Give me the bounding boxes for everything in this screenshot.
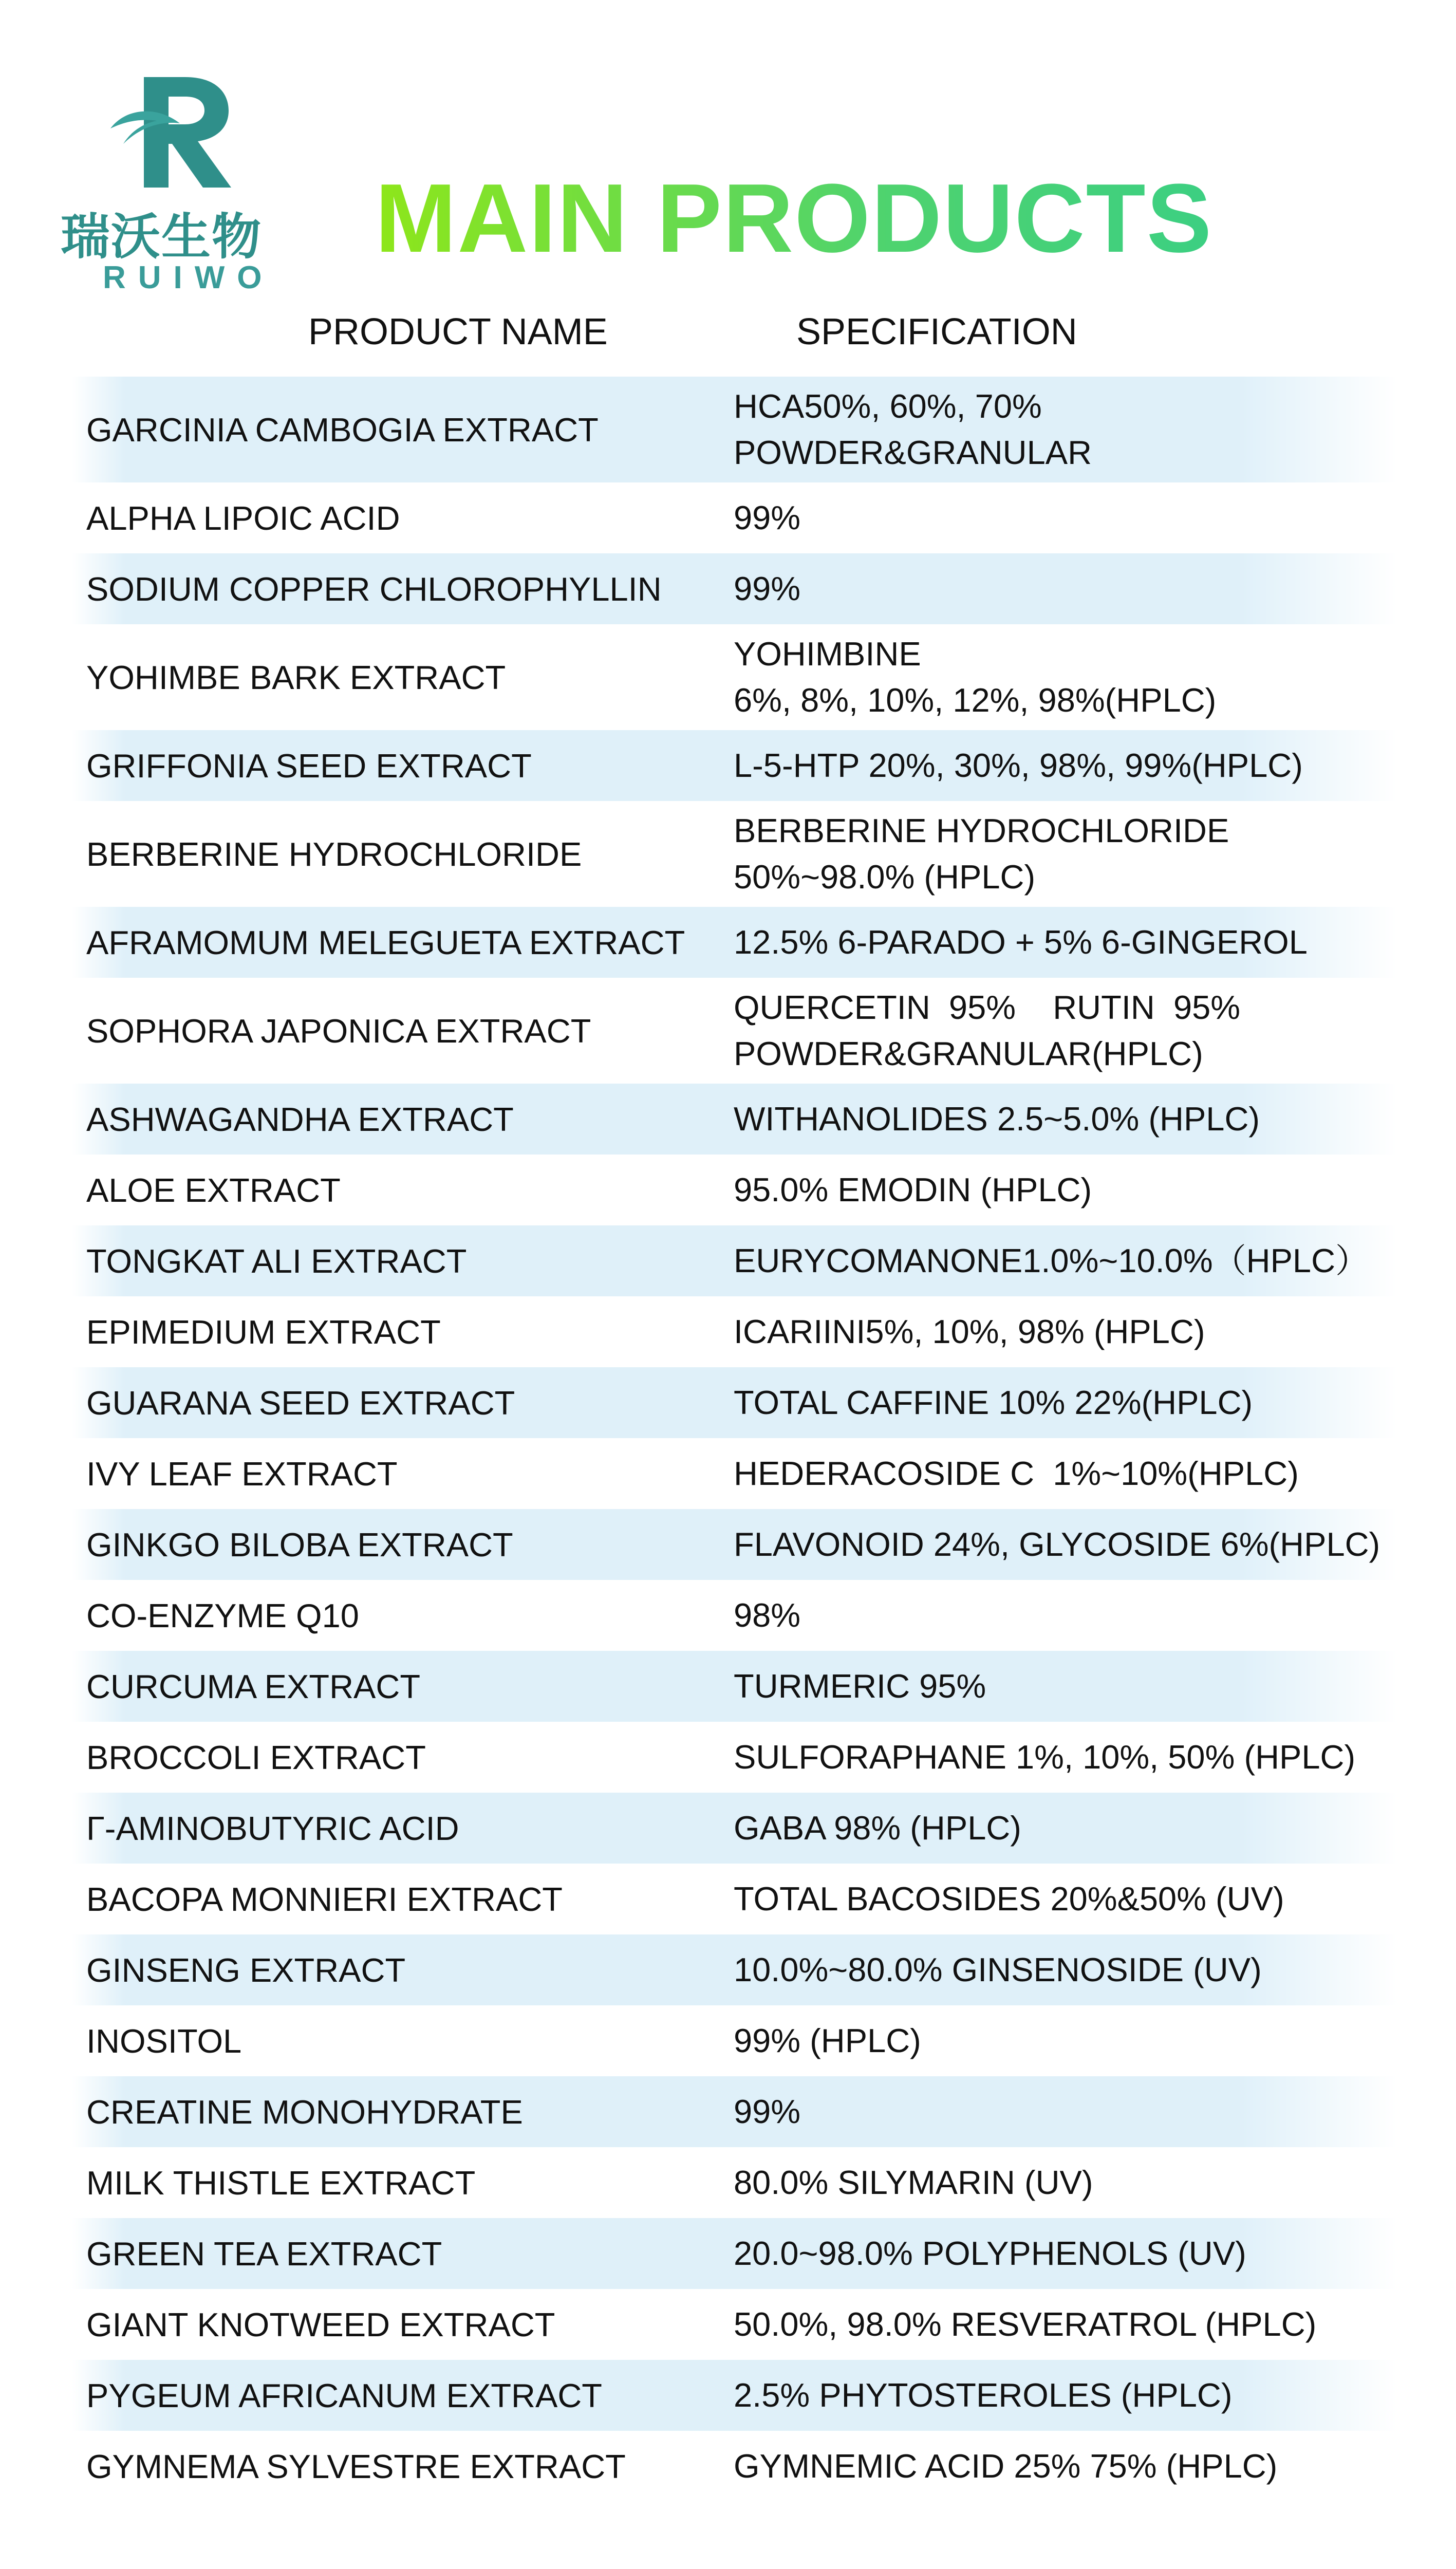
specification-cell: 95.0% EMODIN (HPLC) (734, 1171, 1092, 1208)
specification-cell: TURMERIC 95% (734, 1667, 986, 1705)
table-row (72, 1367, 1397, 1438)
product-name-cell: CREATINE MONOHYDRATE (86, 2093, 523, 2131)
product-name-cell: CURCUMA EXTRACT (86, 1667, 421, 1705)
table-row (72, 1438, 1397, 1509)
product-name-cell: Γ-AMINOBUTYRIC ACID (86, 1809, 459, 1847)
table-row (72, 1155, 1397, 1225)
logo-english-name: RUIWO (103, 260, 274, 295)
specification-cell: TOTAL BACOSIDES 20%&50% (UV) (734, 1880, 1284, 1918)
specification-cell: 2.5% PHYTOSTEROLES (HPLC) (734, 2376, 1233, 2414)
specification-cell: HEDERACOSIDE C 1%~10%(HPLC) (734, 1455, 1299, 1492)
page-title: MAIN PRODUCTS (375, 164, 1213, 273)
specification-cell: WITHANOLIDES 2.5~5.0% (HPLC) (734, 1100, 1260, 1138)
product-name-cell: CO-ENZYME Q10 (86, 1596, 359, 1634)
table-row (72, 1864, 1397, 1934)
table-row (72, 1934, 1397, 2005)
specification-cell: SULFORAPHANE 1%, 10%, 50% (HPLC) (734, 1738, 1356, 1776)
product-name-cell: ASHWAGANDHA EXTRACT (86, 1100, 514, 1138)
table-row (72, 1296, 1397, 1367)
specification-cell: YOHIMBINE 6%, 8%, 10%, 12%, 98%(HPLC) (734, 635, 1217, 719)
product-name-cell: AFRAMOMUM MELEGUETA EXTRACT (86, 923, 685, 961)
product-name-cell: ALPHA LIPOIC ACID (86, 499, 400, 537)
specification-cell: 80.0% SILYMARIN (UV) (734, 2164, 1093, 2201)
product-name-cell: EPIMEDIUM EXTRACT (86, 1313, 441, 1351)
product-name-cell: TONGKAT ALI EXTRACT (86, 1242, 467, 1280)
table-row (72, 1793, 1397, 1864)
logo (57, 62, 303, 303)
product-name-cell: PYGEUM AFRICANUM EXTRACT (86, 2376, 602, 2414)
specification-cell: GYMNEMIC ACID 25% 75% (HPLC) (734, 2447, 1278, 2485)
product-name-cell: SOPHORA JAPONICA EXTRACT (86, 1012, 591, 1050)
product-name-cell: SODIUM COPPER CHLOROPHYLLIN (86, 570, 662, 608)
table-row (72, 2076, 1397, 2147)
specification-cell: QUERCETIN 95% RUTIN 95% POWDER&GRANULAR(HPLC) (734, 989, 1241, 1072)
table-row (72, 1225, 1397, 1296)
product-name-cell: GIANT KNOTWEED EXTRACT (86, 2305, 555, 2343)
specification-cell: 20.0~98.0% POLYPHENOLS (UV) (734, 2235, 1246, 2272)
specification-cell: 50.0%, 98.0% RESVERATROL (HPLC) (734, 2305, 1317, 2343)
specification-cell: L-5-HTP 20%, 30%, 98%, 99%(HPLC) (734, 747, 1303, 784)
specification-cell: 99% (734, 2093, 801, 2130)
product-table (72, 377, 1397, 2502)
product-name-cell: BACOPA MONNIERI EXTRACT (86, 1880, 563, 1918)
product-name-cell: BROCCOLI EXTRACT (86, 1738, 426, 1776)
table-row (72, 482, 1397, 553)
specification-cell: 12.5% 6-PARADO + 5% 6-GINGEROL (734, 923, 1308, 961)
table-row (72, 2005, 1397, 2076)
leaf-r-logo-icon (108, 67, 236, 195)
table-row (72, 2218, 1397, 2289)
specification-cell: 99% (734, 570, 801, 607)
table-row (72, 1509, 1397, 1580)
product-name-cell: GRIFFONIA SEED EXTRACT (86, 747, 532, 785)
table-row (72, 1580, 1397, 1651)
product-name-cell: GINSENG EXTRACT (86, 1951, 406, 1989)
table-row (72, 553, 1397, 624)
product-name-cell: MILK THISTLE EXTRACT (86, 2164, 476, 2202)
product-name-cell: YOHIMBE BARK EXTRACT (86, 658, 506, 696)
specification-cell: EURYCOMANONE1.0%~10.0%（HPLC） (734, 1242, 1369, 1279)
specification-cell: HCA50%, 60%, 70% POWDER&GRANULAR (734, 387, 1092, 471)
product-name-cell: ALOE EXTRACT (86, 1171, 341, 1209)
table-row (72, 624, 1397, 730)
specification-cell: BERBERINE HYDROCHLORIDE 50%~98.0% (HPLC) (734, 812, 1229, 896)
specification-cell: 98% (734, 1596, 801, 1634)
table-row (72, 2431, 1397, 2502)
table-row (72, 2360, 1397, 2431)
product-name-cell: GINKGO BILOBA EXTRACT (86, 1525, 513, 1563)
table-row (72, 1084, 1397, 1155)
specification-cell: ICARIINI5%, 10%, 98% (HPLC) (734, 1313, 1205, 1350)
column-header-product-name: PRODUCT NAME (308, 311, 608, 352)
table-row (72, 2289, 1397, 2360)
table-row (72, 1722, 1397, 1793)
product-name-cell: GREEN TEA EXTRACT (86, 2235, 442, 2273)
specification-cell: 99% (HPLC) (734, 2022, 921, 2059)
product-name-cell: GYMNEMA SYLVESTRE EXTRACT (86, 2447, 626, 2485)
product-name-cell: INOSITOL (86, 2022, 242, 2060)
specification-cell: 99% (734, 499, 801, 536)
product-name-cell: GUARANA SEED EXTRACT (86, 1384, 515, 1422)
product-name-cell: BERBERINE HYDROCHLORIDE (86, 835, 582, 873)
table-row (72, 2147, 1397, 2218)
product-name-cell: IVY LEAF EXTRACT (86, 1455, 398, 1493)
specification-cell: 10.0%~80.0% GINSENOSIDE (UV) (734, 1951, 1262, 1988)
specification-cell: GABA 98% (HPLC) (734, 1809, 1021, 1847)
table-row (72, 907, 1397, 978)
product-name-cell: GARCINIA CAMBOGIA EXTRACT (86, 411, 599, 449)
specification-cell: FLAVONOID 24%, GLYCOSIDE 6%(HPLC) (734, 1525, 1380, 1563)
table-row (72, 377, 1397, 482)
specification-cell: TOTAL CAFFINE 10% 22%(HPLC) (734, 1384, 1253, 1421)
table-row (72, 801, 1397, 907)
logo-chinese-name: 瑞沃生物 (61, 208, 262, 266)
column-header-specification: SPECIFICATION (796, 311, 1077, 352)
table-row (72, 1651, 1397, 1722)
table-row (72, 978, 1397, 1084)
table-row (72, 730, 1397, 801)
